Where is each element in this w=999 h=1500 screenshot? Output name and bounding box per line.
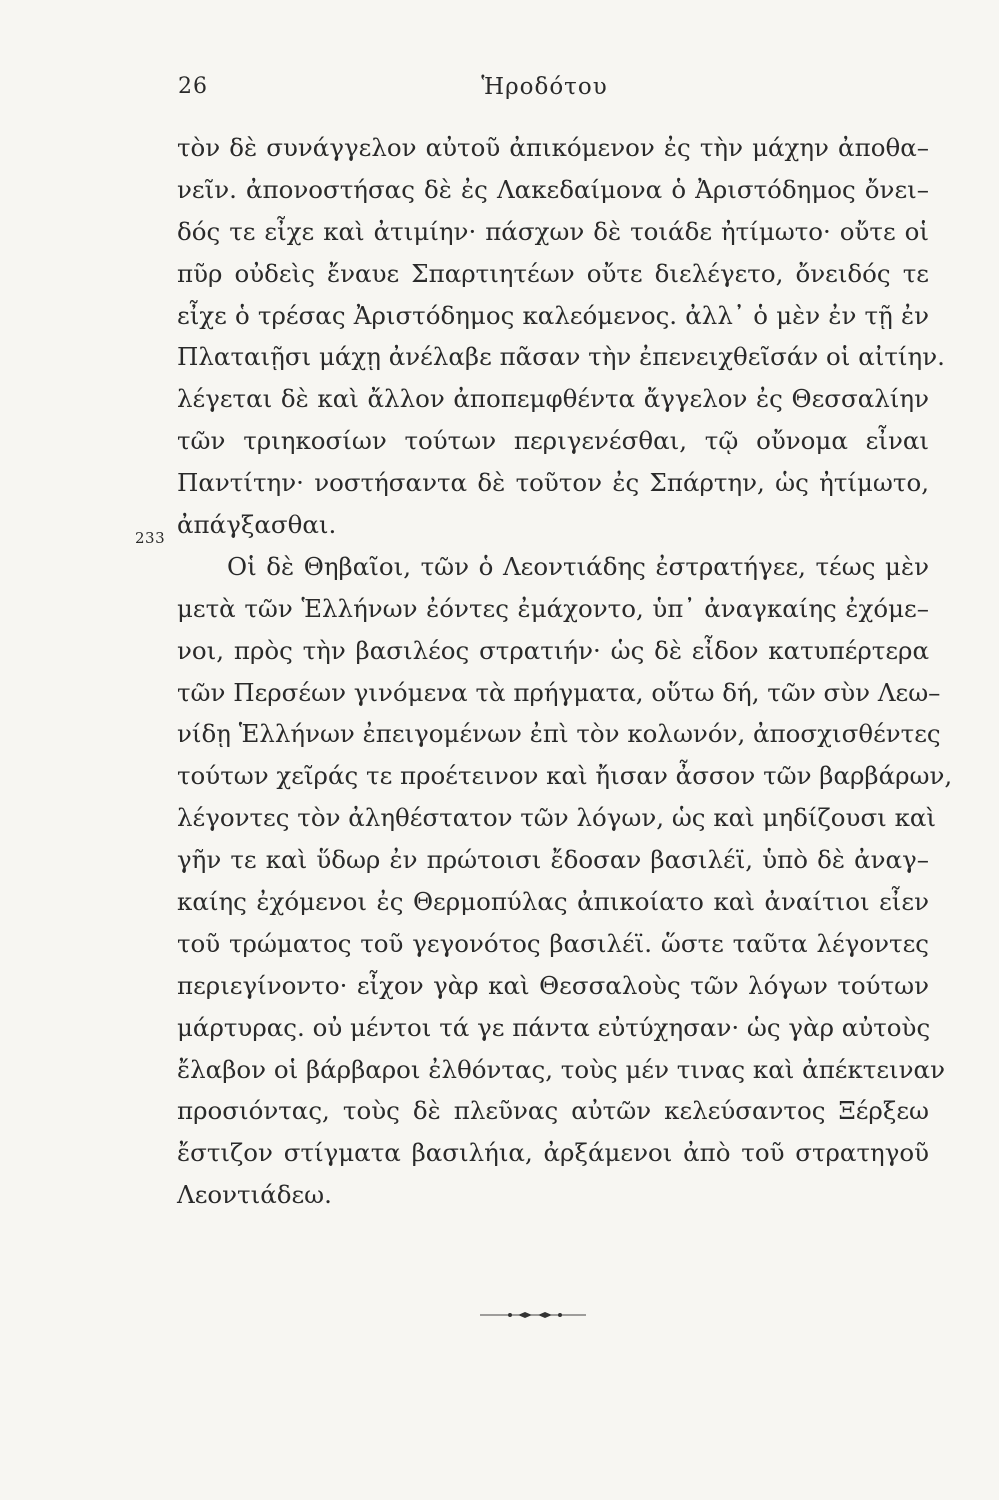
text-line: μάρτυρας. οὐ μέντοι τά γε πάντα εὐτύχησαν· ὡς γὰρ αὐτοὺς <box>177 1012 931 1042</box>
text-line: τὸν δὲ συνάγγελον αὐτοῦ ἀπικόμενον ἐς τὴν μάχην ἀποθα– <box>177 133 929 162</box>
text-line: προσιόντας, τοὺς δὲ πλεῦνας αὐτῶν κελεύσαντος Ξέρξεω <box>177 1096 929 1126</box>
text-line: δός τε εἶχε καὶ ἀτιμίην· πάσχων δὲ τοιάδε ἠτίμωτο· οὔτε οἱ <box>177 216 929 246</box>
text-line: καίης ἐχόμενοι ἐς Θερμοπύλας ἀπικοίατο καὶ ἀναίτιοι εἶεν <box>177 887 929 917</box>
text-line: Λεοντιάδεω. <box>177 1180 332 1210</box>
text-line: λέγοντες τὸν ἀληθέστατον τῶν λόγων, ὡς καὶ μηδίζουσι καὶ <box>177 803 937 833</box>
text-line: περιεγίνοντο· εἶχον γὰρ καὶ Θεσσαλοὺς τῶν λόγων τούτων <box>177 970 929 1000</box>
text-line: μετὰ τῶν Ἑλλήνων ἐόντες ἐμάχοντο, ὑπ᾽ ἀναγκαίης ἐχόμε– <box>177 593 929 623</box>
end-ornament-icon <box>478 1305 588 1325</box>
text-line: νοι, πρὸς τὴν βασιλέος στρατιήν· ὡς δὲ εἶδον κατυπέρτερα <box>177 635 929 665</box>
text-line: νεῖν. ἀπονοστήσας δὲ ἐς Λακεδαίμονα ὁ Ἀριστόδημος ὄνει– <box>177 174 929 204</box>
text-line: Πλαταιῇσι μάχῃ ἀνέλαβε πᾶσαν τὴν ἐπενειχθεῖσάν οἱ αἰτίην. <box>177 342 945 372</box>
text-line: ἔλαβον οἱ βάρβαροι ἐλθόντας, τοὺς μέν τινας καὶ ἀπέκτειναν <box>177 1054 945 1084</box>
text-line: τούτων χεῖράς τε προέτεινον καὶ ἤισαν ἆσσον τῶν βαρβάρων, <box>177 761 953 791</box>
text-line: Οἱ δὲ Θηβαῖοι, τῶν ὁ Λεοντιάδης ἐστρατήγεε, τέως μὲν <box>227 551 929 581</box>
page-number: 26 <box>178 74 208 99</box>
running-title: Ἡροδότου <box>481 74 608 100</box>
text-line: τῶν τριηκοσίων τούτων περιγενέσθαι, τῷ οὔνομα εἶναι <box>177 426 929 456</box>
text-line: Παντίτην· νοστήσαντα δὲ τοῦτον ἐς Σπάρτην, ὡς ἠτίμωτο, <box>177 468 929 498</box>
text-line: εἶχε ὁ τρέσας Ἀριστόδημος καλεόμενος. ἀλλ᾽ ὁ μὲν ἐν τῇ ἐν <box>177 300 929 330</box>
section-number: 233 <box>135 529 166 547</box>
text-line: λέγεται δὲ καὶ ἄλλον ἀποπεμφθέντα ἄγγελον ἐς Θεσσαλίην <box>177 384 929 414</box>
text-line: ἀπάγξασθαι. <box>177 510 337 540</box>
text-line: γῆν τε καὶ ὕδωρ ἐν πρώτοισι ἔδοσαν βασιλέϊ, ὑπὸ δὲ ἀναγ– <box>177 845 929 875</box>
text-line: τοῦ τρώματος τοῦ γεγονότος βασιλέϊ. ὥστε ταῦτα λέγοντες <box>177 928 929 958</box>
text-line: νίδῃ Ἑλλήνων ἐπειγομένων ἐπὶ τὸν κολωνόν, ἀποσχισθέντες <box>177 719 941 749</box>
text-line: ἔστιζον στίγματα βασιλήια, ἀρξάμενοι ἀπὸ τοῦ στρατηγοῦ <box>177 1138 929 1168</box>
text-line: τῶν Περσέων γινόμενα τὰ πρήγματα, οὕτω δή, τῶν σὺν Λεω– <box>177 677 941 707</box>
text-line: πῦρ οὐδεὶς ἔναυε Σπαρτιητέων οὔτε διελέγετο, ὄνειδός τε <box>177 258 929 288</box>
body-text <box>177 127 953 1216</box>
